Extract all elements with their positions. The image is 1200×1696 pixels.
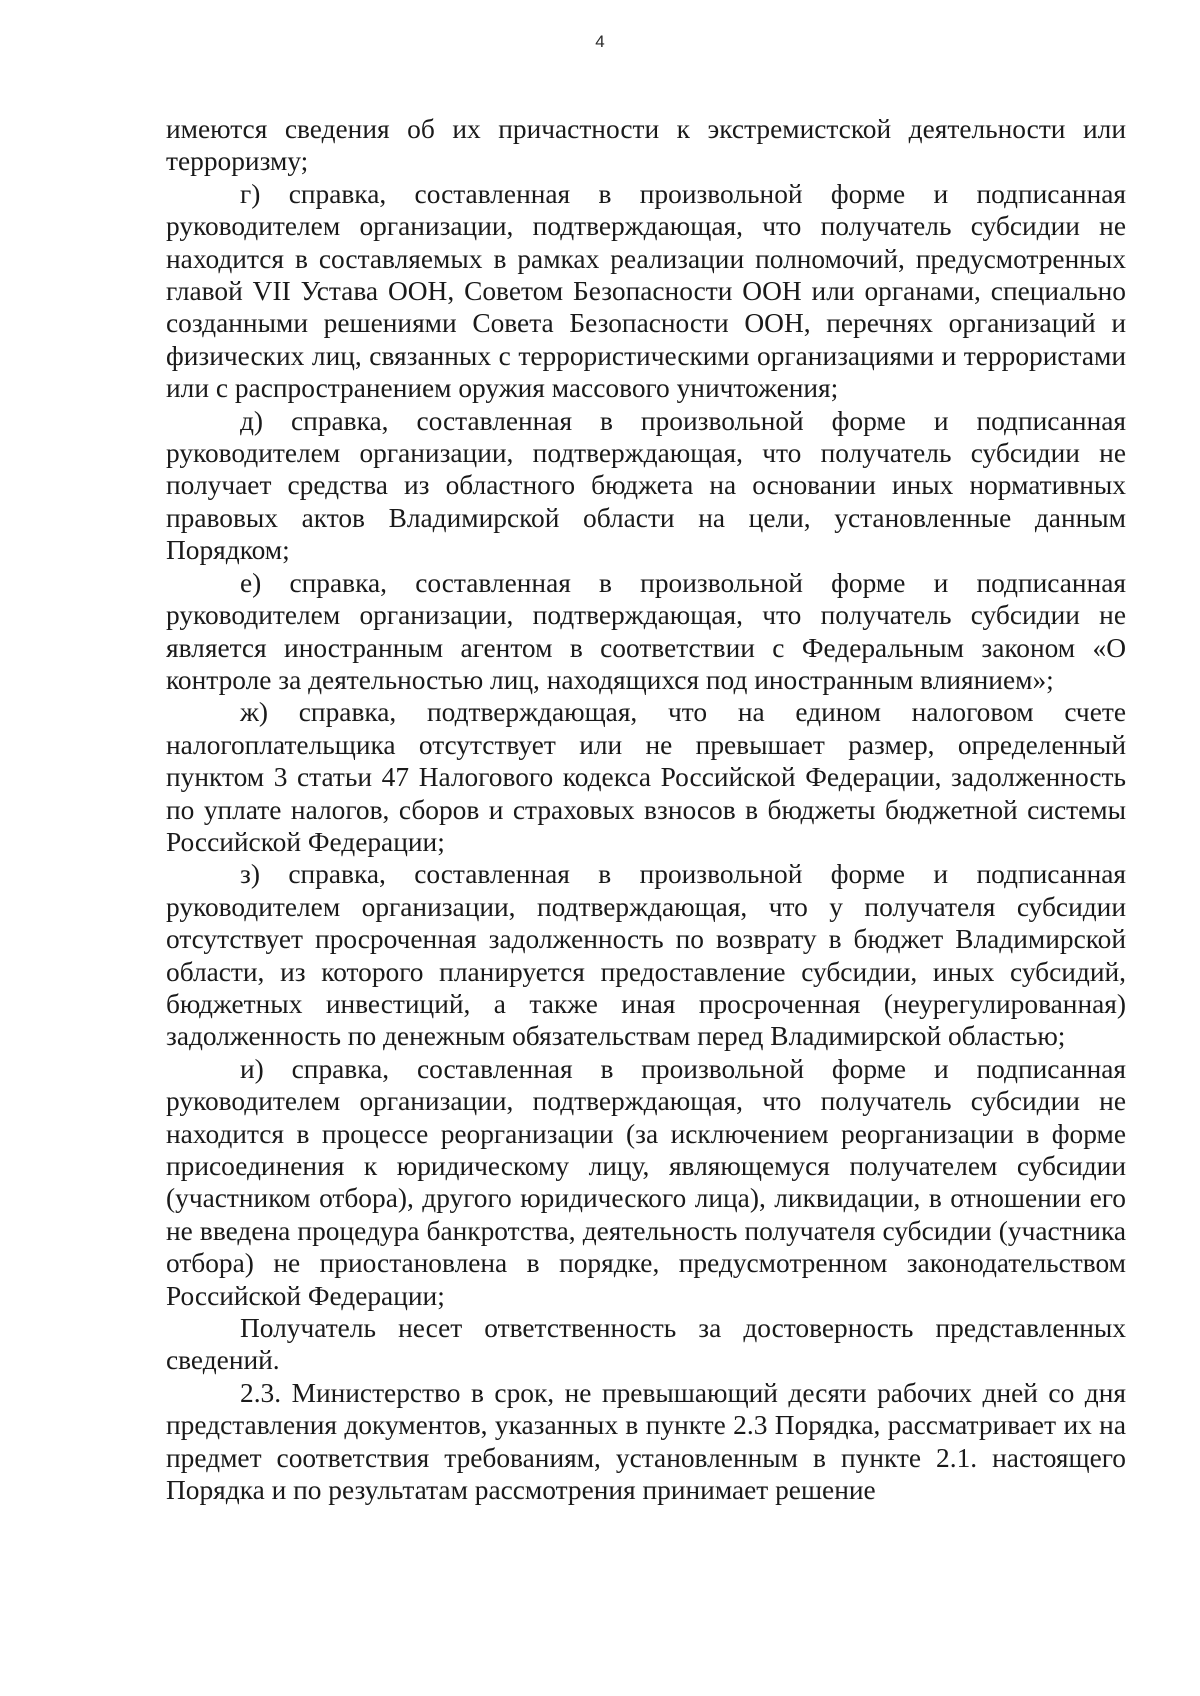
paragraph-continuation: имеются сведения об их причастности к экстремистской деятельности или терроризму; (166, 114, 1126, 177)
paragraph-item-zh: ж) справка, подтверждающая, что на едином налоговом счете налогоплательщика отсутствует или не превышает размер, определенный пунктом 3 статьи 47 Налогового кодекса Российской Федерации, задолженность по уплате налогов, сборов и страховых взносов в бюджеты бюджетной системы Российской Федерации; (166, 697, 1126, 857)
paragraph-item-i: и) справка, составленная в произвольной форме и подписанная руководителем организации, подтверждающая, что получатель субсидии не находится в процессе реорганизации (за исключением реорганизации в форме присоединения к юридическому лицу, являющемуся получателем субсидии (участником отбора), другого юридического лица), ликвидации, в отношении его не введена процедура банкротства, деятельность получателя субсидии (участника отбора) не приостановлена в порядке, предусмотренном законодательством Российской Федерации; (166, 1053, 1126, 1311)
document-body (166, 113, 1126, 1506)
paragraph-item-z: з) справка, составленная в произвольной форме и подписанная руководителем организации, подтверждающая, что у получателя субсидии отсутствует просроченная задолженность по возврату в бюджет Владимирской области, из которого планируется предоставление субсидии, иных субсидий, бюджетных инвестиций, а также иная просроченная (неурегулированная) задолженность по денежным обязательствам перед Владимирской областью; (166, 859, 1126, 1052)
paragraph-item-e: е) справка, составленная в произвольной форме и подписанная руководителем организации, подтверждающая, что получатель субсидии не является иностранным агентом в соответствии с Федеральным законом «О контроле за деятельностью лиц, находящихся под иностранным влиянием»; (166, 567, 1126, 695)
page-number: 4 (595, 32, 605, 51)
paragraph-section-2-3: 2.3. Министерство в срок, не превышающий десяти рабочих дней со дня представления документов, указанных в пункте 2.3 Порядка, рассматривает их на предмет соответствия требованиям, установленным в пункте 2.1. настоящего Порядка и по результатам рассмотрения принимает решение (166, 1377, 1126, 1506)
paragraph-responsibility: Получатель несет ответственность за достоверность представленных сведений. (166, 1313, 1126, 1376)
paragraph-item-d: д) справка, составленная в произвольной форме и подписанная руководителем организации, подтверждающая, что получатель субсидии не получает средства из областного бюджета на основании иных нормативных правовых актов Владимирской области на цели, установленные данным Порядком; (166, 405, 1126, 566)
paragraph-item-g: г) справка, составленная в произвольной форме и подписанная руководителем организации, подтверждающая, что получатель субсидии не находится в составляемых в рамках реализации полномочий, предусмотренных главой VII Устава ООН, Советом Безопасности ООН или органами, специально созданными решениями Совета Безопасности ООН, перечнях организаций и физических лиц, связанных с террористическими организациями и террористами или с распространением оружия массового уничтожения; (166, 178, 1126, 404)
